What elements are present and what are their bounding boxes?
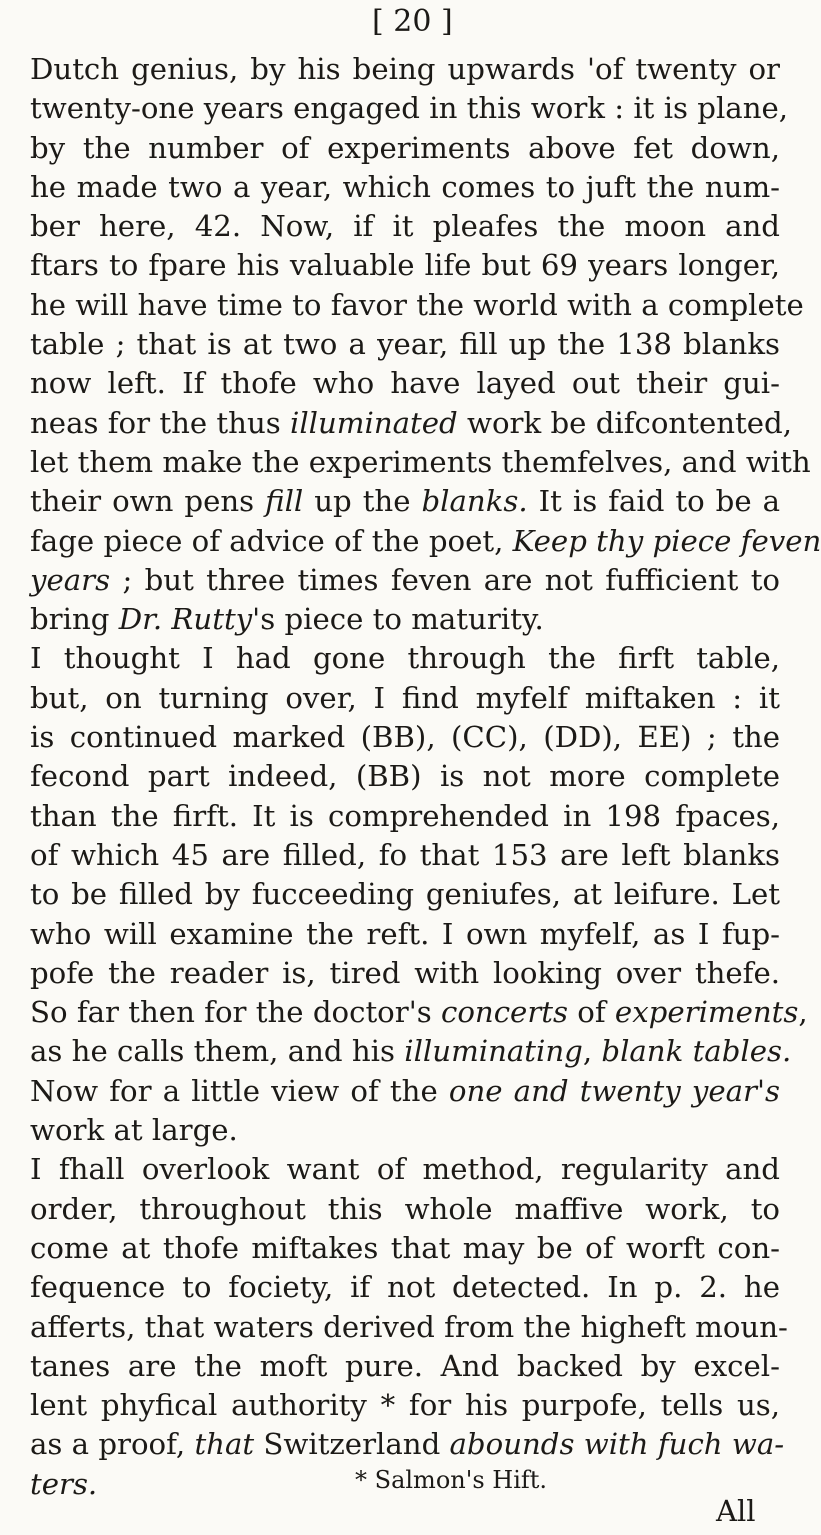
text-run: of bbox=[567, 995, 615, 1030]
text-run: their own pens bbox=[30, 484, 266, 519]
text-line bbox=[30, 522, 821, 561]
text-run: come at thofe miftakes that may be of worft con- bbox=[30, 1230, 780, 1265]
page-number: 20 bbox=[393, 4, 432, 39]
text-run: he will have time to favor the world with a complete bbox=[30, 287, 804, 322]
text-run: pofe the reader is, tired with looking over thefe. bbox=[30, 955, 780, 990]
text-line bbox=[30, 718, 780, 757]
text-line bbox=[30, 168, 780, 207]
italic-text: years bbox=[30, 562, 111, 597]
text-line bbox=[30, 1308, 788, 1347]
text-run: fecond part indeed, (BB) is not more complete bbox=[30, 759, 780, 794]
text-run: by the number of experiments above fet down, bbox=[30, 130, 780, 165]
text-run: who will examine the reft. I own myfelf, as I fup- bbox=[30, 916, 780, 951]
text-line bbox=[30, 757, 780, 796]
text-run: to be filled by fucceeding geniufes, at leifure. Let bbox=[30, 877, 780, 912]
footnote: * Salmon's Hift. bbox=[355, 1466, 548, 1494]
italic-text: Keep thy piece feven bbox=[512, 523, 821, 558]
text-run: as he calls them, and his bbox=[30, 1034, 405, 1069]
text-run: It is faid to be a bbox=[527, 484, 781, 519]
italic-text: one and twenty year's bbox=[448, 1073, 780, 1108]
text-run: fequence to fociety, if not detected. In p. 2. he bbox=[30, 1270, 780, 1305]
italic-text: blanks. bbox=[421, 484, 528, 519]
text-run: than the firft. It is comprehended in 198 fpaces, bbox=[30, 798, 780, 833]
text-run: work at large. bbox=[30, 1113, 238, 1148]
text-line bbox=[30, 836, 780, 875]
text-run: as a proof, bbox=[30, 1427, 195, 1462]
text-line bbox=[30, 482, 780, 521]
text-run: table ; that is at two a year, fill up the 138 blanks bbox=[30, 327, 780, 362]
text-line bbox=[30, 993, 808, 1032]
text-run: tanes are the moft pure. And backed by excel- bbox=[30, 1348, 780, 1383]
text-run: I thought I had gone through the firft table, bbox=[30, 641, 780, 676]
italic-text: illuminating bbox=[404, 1034, 583, 1069]
bracket-open: [ bbox=[372, 4, 384, 39]
text-run: 's piece to maturity. bbox=[252, 602, 544, 637]
text-line bbox=[30, 639, 780, 678]
text-line bbox=[30, 89, 789, 128]
text-line bbox=[30, 600, 780, 639]
text-line bbox=[30, 1425, 785, 1464]
text-run: ftars to fpare his valuable life but 69 years longer, bbox=[30, 248, 780, 283]
text-run: ber here, 42. Now, if it pleafes the moon and bbox=[30, 209, 780, 244]
text-run: work be difcontented, bbox=[457, 405, 792, 440]
body-text bbox=[30, 50, 821, 1504]
italic-text: fill bbox=[265, 484, 304, 519]
text-run: afferts, that waters derived from the higheft moun- bbox=[30, 1309, 788, 1344]
text-run: , bbox=[798, 995, 808, 1030]
text-line bbox=[30, 954, 780, 993]
italic-text: ters. bbox=[30, 1466, 98, 1501]
text-run: Now for a little view of the bbox=[30, 1073, 449, 1108]
text-line bbox=[30, 875, 780, 914]
text-run: but, on turning over, I find myfelf miftaken : it bbox=[30, 680, 780, 715]
text-line bbox=[30, 50, 780, 89]
text-run: neas for the thus bbox=[30, 405, 290, 440]
text-line bbox=[30, 1111, 780, 1150]
text-line bbox=[30, 915, 780, 954]
text-line bbox=[30, 286, 804, 325]
text-run: , bbox=[582, 1034, 602, 1069]
text-run: fage piece of advice of the poet, bbox=[30, 523, 513, 558]
text-run: up the bbox=[303, 484, 422, 519]
text-line bbox=[30, 1347, 780, 1386]
text-run: he made two a year, which comes to juft the num- bbox=[30, 169, 780, 204]
italic-text: blank tables. bbox=[601, 1034, 792, 1069]
italic-text: concerts bbox=[440, 995, 568, 1030]
text-line bbox=[30, 1386, 780, 1425]
text-line bbox=[30, 1150, 780, 1189]
text-line bbox=[30, 1229, 780, 1268]
text-line bbox=[30, 797, 780, 836]
text-run: now left. If thofe who have layed out their gui- bbox=[30, 366, 780, 401]
text-line bbox=[30, 679, 780, 718]
catchword: All bbox=[716, 1494, 756, 1528]
text-run: is continued marked (BB), (CC), (DD), EE) ; the bbox=[30, 720, 780, 755]
text-run: So far then for the doctor's bbox=[30, 995, 441, 1030]
italic-text: experiments bbox=[614, 995, 799, 1030]
text-line bbox=[30, 325, 780, 364]
italic-text: Dr. Rutty bbox=[118, 602, 253, 637]
text-line bbox=[30, 404, 792, 443]
text-run: bring bbox=[30, 602, 119, 637]
text-line bbox=[30, 364, 780, 403]
text-line bbox=[30, 561, 780, 600]
italic-text: abounds with fuch wa- bbox=[449, 1427, 785, 1462]
text-line bbox=[30, 443, 811, 482]
text-line bbox=[30, 1072, 780, 1111]
text-run: twenty-one years engaged in this work : it is plane, bbox=[30, 91, 789, 126]
text-run: I fhall overlook want of method, regularity and bbox=[30, 1152, 780, 1187]
italic-text: illuminated bbox=[290, 405, 458, 440]
text-run: Switzerland bbox=[254, 1427, 450, 1462]
text-line bbox=[30, 1190, 780, 1229]
text-run: of which 45 are filled, fo that 153 are left blanks bbox=[30, 837, 780, 872]
text-run: let them make the experiments themfelves, and with bbox=[30, 444, 811, 479]
text-line bbox=[30, 207, 780, 246]
text-line bbox=[30, 246, 780, 285]
text-line bbox=[30, 1268, 780, 1307]
text-line bbox=[30, 1032, 792, 1071]
text-line bbox=[30, 129, 780, 168]
italic-text: that bbox=[194, 1427, 255, 1462]
bracket-close: ] bbox=[441, 4, 453, 39]
text-run: ; but three times feven are not fufficient to bbox=[110, 562, 780, 597]
text-run: order, throughout this whole maffive work, to bbox=[30, 1191, 780, 1226]
text-run: Dutch genius, by his being upwards 'of twenty or bbox=[30, 52, 780, 86]
page-header bbox=[372, 4, 453, 39]
text-run: lent phyfical authority * for his purpofe, tells us, bbox=[30, 1388, 780, 1423]
